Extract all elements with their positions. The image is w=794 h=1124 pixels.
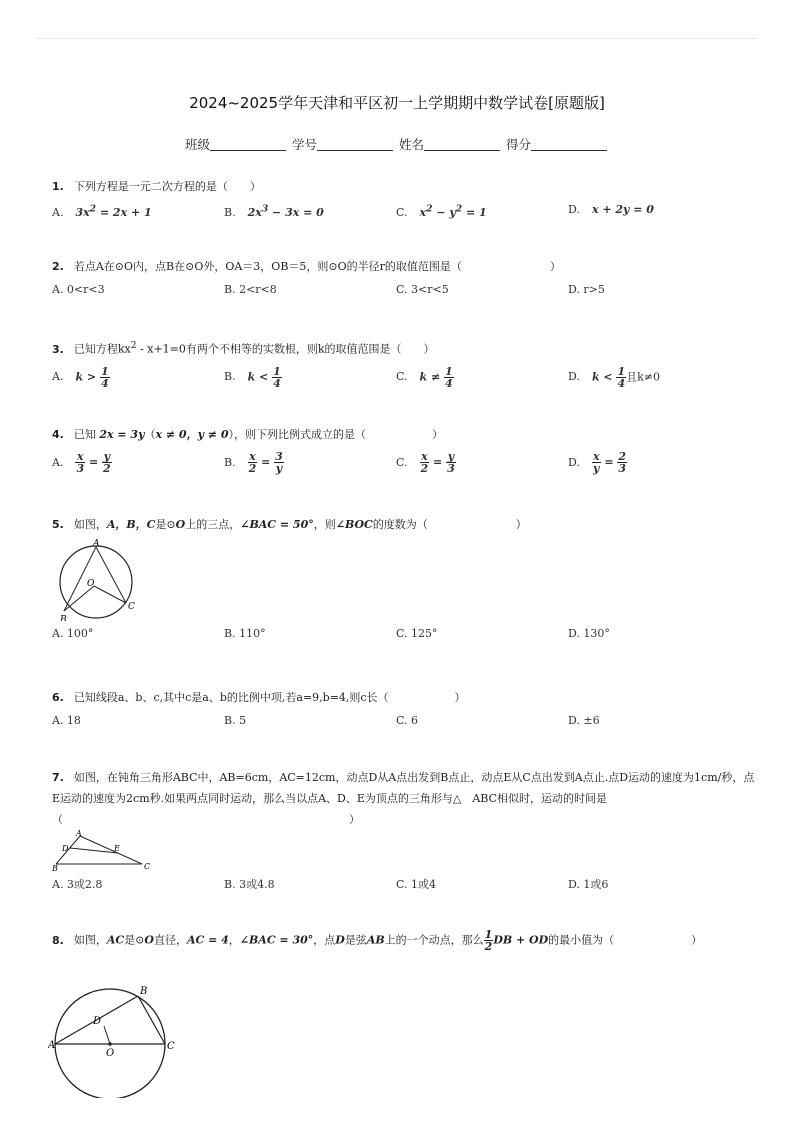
fraction: $\frac{1}{4}$ (617, 364, 626, 390)
question-stem (52, 177, 762, 197)
option-d[interactable]: D. 130° (568, 627, 610, 640)
option-a[interactable]: A. 18 (52, 714, 81, 727)
question-number: 2. (52, 260, 64, 273)
header-rule (36, 38, 758, 39)
option-a[interactable]: A. k > $\frac{1}{4}$ (52, 364, 109, 390)
score-label: 得分 (505, 137, 531, 152)
option-a-math: $3x^2 = 2x + 1$ (75, 203, 152, 219)
option-b[interactable]: B. 2<r<8 (224, 283, 277, 296)
option-b[interactable]: B. $2x^3 - 3x = 0$ (224, 203, 324, 219)
question-text: 已知线段a、b、c,其中c是a、b的比例中项,若a=9,b=4,则c长（ ） (73, 691, 466, 704)
label-c: C (167, 1041, 175, 1052)
option-d[interactable]: D. $\frac{x}{y}$ = $\frac{2}{3}$ (568, 450, 627, 475)
question-number: 8. (52, 933, 64, 947)
label-d: D (62, 844, 69, 853)
label-b: B (140, 986, 148, 997)
question-stem: 5. 如图，A，B，C是⊙O上的三点，∠BAC = 50°，则∠BOC的度数为（ ） (52, 518, 527, 531)
option-a[interactable]: A. 0<r<3 (52, 283, 105, 296)
question-stem (52, 257, 762, 277)
option-a[interactable]: A. 3或2.8 (52, 878, 103, 891)
circle-figure (52, 539, 152, 621)
question-2 (52, 257, 762, 307)
question-text: 如图，在钝角三角形ABC中，AB=6cm，AC=12cm，动点D从A点出发到B点止，动点E从C点出发到A点止.点D运动的速度为1cm/秒，点E运动的速度为2cm秒.如果两点同时运动，那么当以点A、D、E为顶点的三角形与△ ABC相似时，运动的时间是（ ） (52, 771, 755, 826)
option-a[interactable]: A. $\frac{x}{3}$ = $\frac{y}{2}$ (52, 450, 111, 475)
class-label: 班级 (184, 137, 210, 152)
option-c[interactable]: C. 6 (396, 714, 419, 727)
option-d[interactable]: D. x + 2y = 0 (568, 203, 654, 216)
question-stem: 4. 已知 2x = 3y（x ≠ 0，y ≠ 0），则下列比例式成立的是（ ） (52, 428, 443, 441)
options-row (52, 283, 762, 307)
label-e: E (114, 844, 120, 853)
question-number: 1. (52, 180, 64, 193)
question-number: 5. (52, 518, 64, 531)
triangle-figure (52, 830, 162, 872)
fraction: $\frac{1}{4}$ (273, 364, 281, 390)
question-number: 6. (52, 691, 64, 704)
page-title: 2024~2025学年天津和平区初一上学期期中数学试卷[原题版] (189, 94, 605, 112)
option-c[interactable]: C. $x^2 - y^2 = 1$ (396, 203, 487, 219)
options-row (52, 876, 762, 900)
question-stem: 8. 如图，AC是⊙O直径，AC = 4，∠BAC = 30°，点D是弦AB上的一个动点，那么 $\frac{1}{2}$ DB + OD的最小值为（ ） (52, 928, 703, 953)
label-a: A (48, 1040, 56, 1051)
label-o: O (87, 579, 95, 589)
label-o: O (106, 1048, 115, 1059)
class-blank[interactable] (210, 138, 286, 151)
option-d[interactable]: D. 1或6 (568, 878, 609, 891)
option-b-math: $2x^3 - 3x = 0$ (247, 203, 324, 219)
question-stem (52, 767, 762, 830)
option-c[interactable]: C. 1或4 (396, 878, 437, 891)
label-a: A (93, 539, 100, 549)
option-b[interactable]: B. 3或4.8 (224, 878, 275, 891)
option-b[interactable]: B. $\frac{x}{2}$ = $\frac{3}{y}$ (224, 450, 283, 475)
option-c[interactable]: C. 3<r<5 (396, 283, 449, 296)
option-c[interactable]: C. $\frac{x}{2}$ = $\frac{y}{3}$ (396, 450, 455, 475)
question-number: 4. (52, 428, 64, 441)
option-c[interactable]: C. 125° (396, 627, 438, 640)
options-row (52, 714, 762, 738)
option-d[interactable]: D. k < $\frac{1}{4}$ 且k≠0 (568, 364, 660, 390)
name-blank[interactable] (424, 138, 500, 151)
options-row (52, 627, 762, 651)
name-label: 姓名 (398, 137, 424, 152)
question-number: 7. (52, 771, 64, 784)
question-number: 3. (52, 342, 64, 356)
question-stem: 3. 已知方程$kx^2 - x+1=0$有两个不相等的实数根，则k的取值范围是（ ） (52, 340, 435, 356)
option-d[interactable]: D. ±6 (568, 714, 600, 727)
option-c[interactable]: C. k ≠ $\frac{1}{4}$ (396, 364, 453, 390)
circle-figure (48, 954, 188, 1098)
label-c: C (128, 602, 135, 612)
fraction: $\frac{1}{4}$ (445, 364, 453, 390)
id-label: 学号 (291, 137, 317, 152)
score-blank[interactable] (531, 138, 607, 151)
question-4 (52, 425, 762, 481)
label-b: B (60, 615, 67, 621)
options-row (52, 366, 762, 396)
student-info-line (0, 135, 794, 153)
options-row (52, 203, 762, 227)
question-7 (52, 767, 762, 900)
label-b: B (52, 864, 58, 872)
label-d: D (93, 1016, 102, 1027)
label-c: C (144, 862, 151, 871)
question-1 (52, 177, 762, 227)
question-3 (52, 336, 762, 396)
question-text: 若点A在⊙O内，点B在⊙O外，OA＝3，OB＝5，则⊙O的半径r的取值范围是（ ） (73, 260, 561, 273)
fraction: $\frac{1}{2}$ (484, 928, 493, 953)
option-a[interactable]: A. $3x^2 = 2x + 1$ (52, 203, 152, 219)
option-d-math: x + 2y = 0 (591, 203, 654, 216)
option-d[interactable]: D. r>5 (568, 283, 605, 296)
option-b[interactable]: B. k < $\frac{1}{4}$ (224, 364, 281, 390)
id-blank[interactable] (317, 138, 393, 151)
question-text: 下列方程是一元二次方程的是（ ） (73, 180, 261, 193)
option-b[interactable]: B. 110° (224, 627, 266, 640)
option-b[interactable]: B. 5 (224, 714, 247, 727)
options-row (52, 451, 762, 481)
question-stem (52, 688, 762, 708)
question-8 (48, 928, 762, 1098)
option-c-math: $x^2 - y^2 = 1$ (419, 203, 487, 219)
label-a: A (76, 830, 82, 838)
question-6 (52, 688, 762, 738)
option-a[interactable]: A. 100° (52, 627, 94, 640)
question-5 (52, 515, 762, 651)
fraction: $\frac{1}{4}$ (100, 364, 109, 390)
